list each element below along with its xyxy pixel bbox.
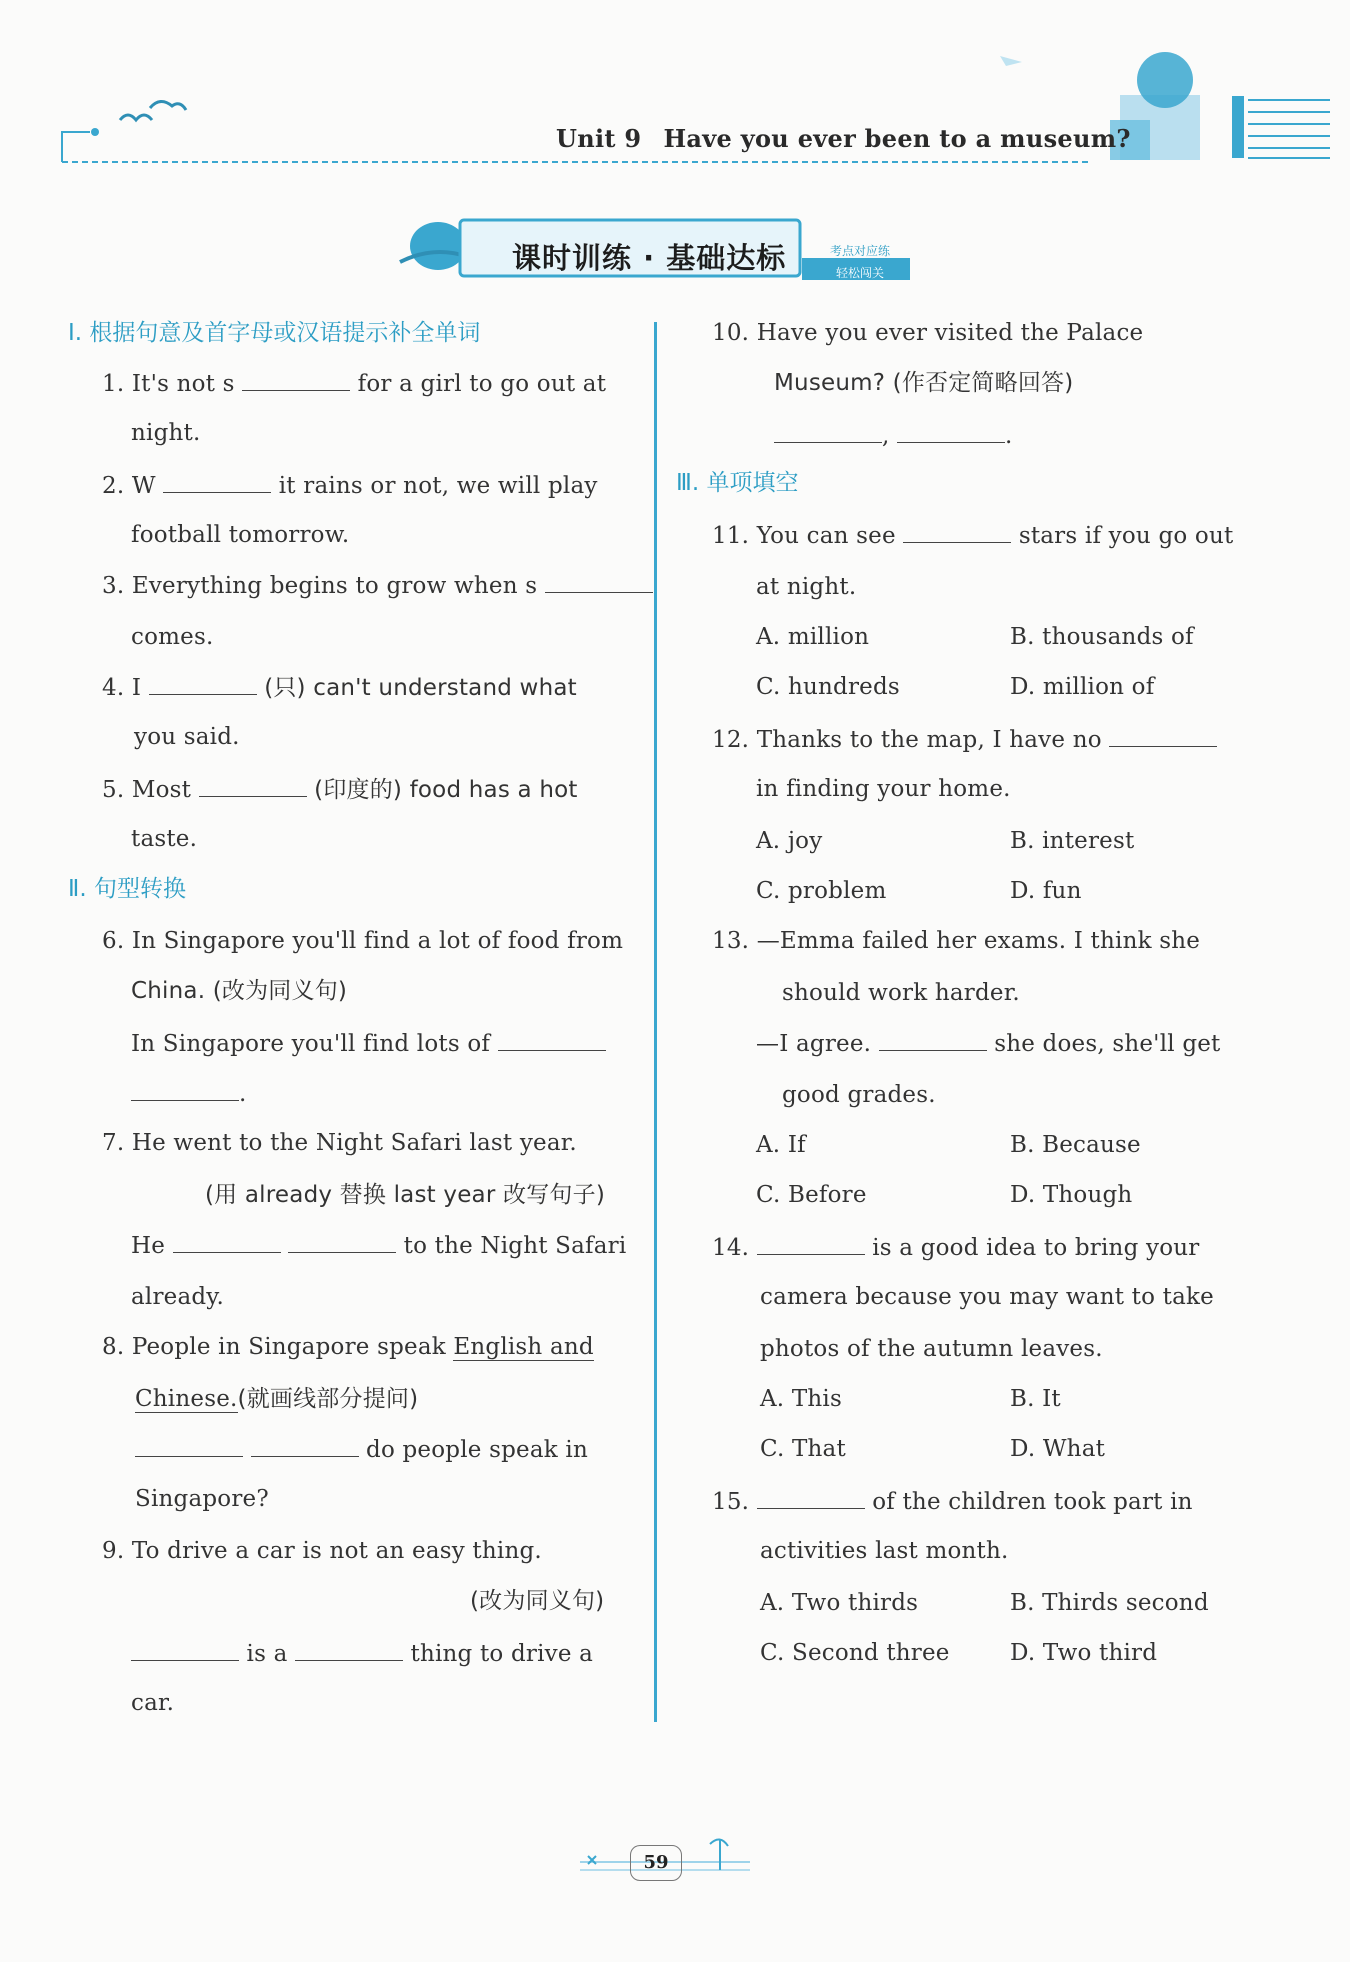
q6-blank-1[interactable] bbox=[498, 1028, 606, 1051]
q13-text-d: good grades. bbox=[782, 1082, 936, 1108]
q13-text-b: should work harder. bbox=[782, 980, 1020, 1006]
q9-blank-2[interactable] bbox=[295, 1638, 403, 1661]
q14-blank[interactable] bbox=[757, 1232, 865, 1255]
q4-text-a: 4. I bbox=[102, 675, 142, 701]
question-14-line-1 bbox=[712, 1232, 1199, 1263]
q11-text-b: at night. bbox=[756, 574, 857, 600]
q3-text-c: comes. bbox=[131, 624, 214, 650]
q7-text-d: already. bbox=[131, 1284, 224, 1310]
unit-title bbox=[556, 124, 1131, 153]
q14-text-c: photos of the autumn leaves. bbox=[760, 1336, 1103, 1362]
q7-text-c1: He bbox=[131, 1233, 166, 1259]
q8-text-b2: (就画线部分提问) bbox=[237, 1386, 419, 1412]
q9-text-b: (改为同义句) bbox=[470, 1588, 605, 1614]
q1-text-a: 1. It's not s bbox=[102, 371, 235, 397]
column-divider bbox=[654, 322, 657, 1722]
question-9-line-3 bbox=[131, 1638, 593, 1669]
q2-blank[interactable] bbox=[163, 470, 271, 493]
q14-option-b[interactable]: B. It bbox=[1010, 1386, 1061, 1412]
q10-text-b: Museum? (作否定简略回答) bbox=[774, 370, 1074, 396]
q7-blank-1[interactable] bbox=[173, 1230, 281, 1253]
q12-option-d[interactable]: D. fun bbox=[1010, 878, 1082, 904]
q8-underlined-1: English and bbox=[453, 1334, 594, 1360]
q13-option-a[interactable]: A. If bbox=[756, 1132, 806, 1158]
q7-blank-2[interactable] bbox=[288, 1230, 396, 1253]
q15-option-d[interactable]: D. Two third bbox=[1010, 1640, 1158, 1666]
q8-text-a1: 8. People in Singapore speak bbox=[102, 1334, 446, 1360]
q13-option-c[interactable]: C. Before bbox=[756, 1182, 867, 1208]
q3-blank[interactable] bbox=[545, 570, 653, 593]
q13-option-b[interactable]: B. Because bbox=[1010, 1132, 1141, 1158]
question-13-line-3 bbox=[756, 1028, 1221, 1059]
q12-text-a: 12. Thanks to the map, I have no bbox=[712, 727, 1102, 753]
section-2-heading: Ⅱ. 句型转换 bbox=[68, 876, 186, 902]
q13-blank[interactable] bbox=[879, 1028, 987, 1051]
q5-text-c: taste. bbox=[131, 826, 198, 852]
q8-text-c: do people speak in bbox=[366, 1437, 588, 1463]
q5-text-b: (印度的) food has a hot bbox=[314, 777, 578, 803]
q3-text-a: 3. Everything begins to grow when s bbox=[102, 573, 538, 599]
q12-option-c[interactable]: C. problem bbox=[756, 878, 887, 904]
unit-name: Have you ever been to a museum? bbox=[663, 124, 1131, 153]
q11-option-c[interactable]: C. hundreds bbox=[756, 674, 900, 700]
q13-text-c2: she does, she'll get bbox=[994, 1031, 1221, 1057]
q5-text-a: 5. Most bbox=[102, 777, 192, 803]
q13-text-c1: —I agree. bbox=[756, 1031, 872, 1057]
q15-text-b: activities last month. bbox=[760, 1538, 1009, 1564]
question-12-line-1 bbox=[712, 724, 1217, 755]
question-8-line-2 bbox=[135, 1384, 418, 1414]
q15-text-a1: 15. bbox=[712, 1489, 750, 1515]
q14-text-a2: is a good idea to bring your bbox=[872, 1235, 1200, 1261]
q7-text-c2: to the Night Safari bbox=[403, 1233, 627, 1259]
q15-text-a2: of the children took part in bbox=[872, 1489, 1193, 1515]
q4-blank[interactable] bbox=[149, 672, 257, 695]
q9-text-c2: thing to drive a bbox=[410, 1641, 594, 1667]
q8-text-d: Singapore? bbox=[135, 1486, 269, 1512]
q8-underlined-2: Chinese. bbox=[135, 1386, 238, 1412]
q8-blank-1[interactable] bbox=[135, 1434, 243, 1457]
q2-text-b: it rains or not, we will play bbox=[278, 473, 598, 499]
banner-tag-top: 考点对应练 bbox=[830, 244, 891, 258]
q10-blank-1[interactable] bbox=[774, 420, 882, 443]
q1-text-b: for a girl to go out at bbox=[357, 371, 607, 397]
question-6-line-3 bbox=[131, 1028, 606, 1059]
q4-text-c: you said. bbox=[134, 724, 240, 750]
q6-text-b: China. (改为同义句) bbox=[131, 978, 348, 1004]
q6-blank-2[interactable] bbox=[131, 1078, 239, 1101]
question-15-line-1 bbox=[712, 1486, 1193, 1517]
q15-option-b[interactable]: B. Thirds second bbox=[1010, 1590, 1209, 1616]
q9-text-d: car. bbox=[131, 1690, 175, 1716]
q12-text-b: in finding your home. bbox=[756, 776, 1011, 802]
q14-option-c[interactable]: C. That bbox=[760, 1436, 846, 1462]
q11-option-a[interactable]: A. million bbox=[756, 624, 870, 650]
question-8-line-1 bbox=[102, 1332, 594, 1362]
question-11-line-1 bbox=[712, 520, 1233, 551]
section-1-heading: Ⅰ. 根据句意及首字母或汉语提示补全单词 bbox=[68, 320, 481, 346]
q15-option-c[interactable]: C. Second three bbox=[760, 1640, 950, 1666]
question-2-line-1 bbox=[102, 470, 598, 501]
q10-text-a: 10. Have you ever visited the Palace bbox=[712, 320, 1144, 346]
q13-option-d[interactable]: D. Though bbox=[1010, 1182, 1133, 1208]
q4-text-b: (只) can't understand what bbox=[264, 675, 577, 701]
q14-text-a1: 14. bbox=[712, 1235, 750, 1261]
q2-text-c: football tomorrow. bbox=[131, 522, 350, 548]
section-3-heading: Ⅲ. 单项填空 bbox=[676, 470, 799, 496]
question-3-line-1 bbox=[102, 570, 653, 601]
q13-text-a: 13. —Emma failed her exams. I think she bbox=[712, 928, 1201, 954]
q12-blank[interactable] bbox=[1109, 724, 1217, 747]
q8-blank-2[interactable] bbox=[251, 1434, 359, 1457]
q7-text-a: 7. He went to the Night Safari last year. bbox=[102, 1130, 577, 1156]
page-number: 59 bbox=[630, 1845, 682, 1881]
question-8-line-3 bbox=[135, 1434, 588, 1465]
q14-option-a[interactable]: A. This bbox=[760, 1386, 842, 1412]
q14-option-d[interactable]: D. What bbox=[1010, 1436, 1106, 1462]
question-4-line-1 bbox=[102, 672, 577, 703]
q5-blank[interactable] bbox=[199, 774, 307, 797]
q11-blank[interactable] bbox=[903, 520, 1011, 543]
q9-blank-1[interactable] bbox=[131, 1638, 239, 1661]
q14-text-b: camera because you may want to take bbox=[760, 1284, 1214, 1310]
q12-option-a[interactable]: A. joy bbox=[756, 828, 823, 854]
page-header bbox=[0, 0, 1350, 170]
question-1-line-1 bbox=[102, 368, 606, 399]
q7-text-b: (用 already 替换 last year 改写句子) bbox=[205, 1182, 605, 1208]
q15-option-a[interactable]: A. Two thirds bbox=[760, 1590, 919, 1616]
question-5-line-1 bbox=[102, 774, 578, 805]
banner-title: 课时训练 · 基础达标 bbox=[512, 241, 787, 275]
question-6-line-4: . bbox=[131, 1078, 247, 1109]
q11-option-d[interactable]: D. million of bbox=[1010, 674, 1155, 700]
q1-blank[interactable] bbox=[242, 368, 350, 391]
q9-text-a: 9. To drive a car is not an easy thing. bbox=[102, 1538, 542, 1564]
q12-option-b[interactable]: B. interest bbox=[1010, 828, 1135, 854]
q9-text-c1: is a bbox=[246, 1641, 288, 1667]
banner-tag-bottom: 轻松闯关 bbox=[836, 266, 885, 280]
question-10-line-3: , . bbox=[774, 420, 1013, 451]
q1-text-c: night. bbox=[131, 420, 201, 446]
q11-text-a1: 11. You can see bbox=[712, 523, 896, 549]
question-7-line-3 bbox=[131, 1230, 626, 1261]
q10-blank-2[interactable] bbox=[897, 420, 1005, 443]
q15-blank[interactable] bbox=[757, 1486, 865, 1509]
unit-number: Unit 9 bbox=[556, 124, 642, 153]
q2-text-a: 2. W bbox=[102, 473, 156, 499]
q11-text-a2: stars if you go out bbox=[1018, 523, 1234, 549]
q11-option-b[interactable]: B. thousands of bbox=[1010, 624, 1194, 650]
q6-text-a: 6. In Singapore you'll find a lot of food from bbox=[102, 928, 624, 954]
q6-text-c: In Singapore you'll find lots of bbox=[131, 1031, 491, 1057]
